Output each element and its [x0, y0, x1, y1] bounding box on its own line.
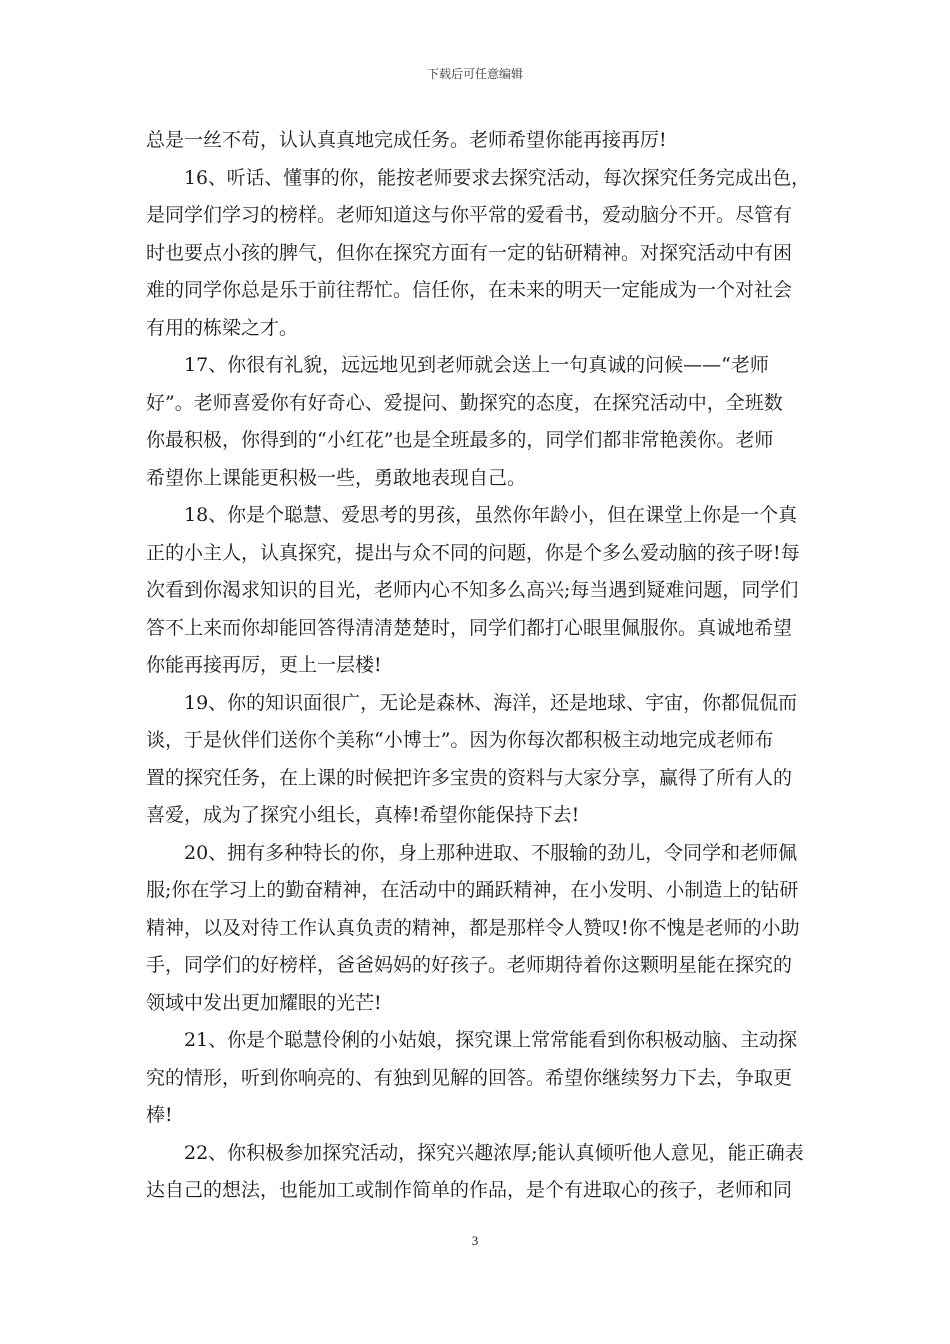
text-line: 难的同学你总是乐于前往帮忙。信任你，在未来的明天一定能成为一个对社会: [146, 279, 793, 301]
text-line: 服;你在学习上的勤奋精神，在活动中的踊跃精神，在小发明、小制造上的钻研: [146, 879, 799, 901]
text-line: 你能再接再厉，更上一层楼!: [146, 654, 382, 676]
text-line: 总是一丝不苟，认认真真地完成任务。老师希望你能再接再厉!: [146, 129, 667, 151]
paragraph-first-line: 18、你是个聪慧、爱思考的男孩，虽然你年龄小，但在课堂上你是一个真: [184, 504, 798, 526]
text-line: 达自己的想法，也能加工或制作简单的作品，是个有进取心的孩子，老师和同: [146, 1179, 793, 1201]
text-line: 谈，于是伙伴们送你个美称“小博士”。因为你每次都积极主动地完成老师布: [146, 729, 774, 751]
paragraph-first-line: 21、你是个聪慧伶俐的小姑娘，探究课上常常能看到你积极动脑、主动探: [184, 1029, 798, 1051]
text-line: 究的情形，听到你响亮的、有独到见解的回答。希望你继续努力下去，争取更: [146, 1066, 793, 1089]
page-header: 下载后可任意编辑: [426, 67, 523, 81]
paragraph-first-line: 16、听话、懂事的你，能按老师要求去探究活动，每次探究任务完成出色，: [184, 166, 810, 189]
text-line: 有用的栋梁之才。: [146, 316, 299, 339]
paragraph-first-line: 19、你的知识面很广，无论是森林、海洋，还是地球、宇宙，你都侃侃而: [184, 691, 798, 714]
text-line: 你最积极，你得到的“小红花”也是全班最多的，同学们都非常艳羡你。老师: [146, 429, 774, 451]
text-line: 置的探究任务，在上课的时候把许多宝贵的资料与大家分享，赢得了所有人的: [146, 766, 793, 789]
text-line: 领域中发出更加耀眼的光芒!: [146, 991, 382, 1014]
text-line: 时也要点小孩的脾气，但你在探究方面有一定的钻研精神。对探究活动中有困: [146, 241, 793, 264]
text-line: 精神，以及对待工作认真负责的精神，都是那样令人赞叹!你不愧是老师的小助: [146, 916, 800, 939]
text-line: 正的小主人，认真探究，提出与众不同的问题，你是个多么爱动脑的孩子呀!每: [146, 541, 800, 564]
text-line: 答不上来而你却能回答得清清楚楚时，同学们都打心眼里佩服你。真诚地希望: [146, 616, 793, 639]
paragraph-first-line: 22、你积极参加探究活动，探究兴趣浓厚;能认真倾听他人意见，能正确表: [184, 1141, 804, 1164]
text-line: 好”。老师喜爱你有好奇心、爱提问、勤探究的态度，在探究活动中，全班数: [146, 391, 783, 414]
paragraph-first-line: 17、你很有礼貌，远远地见到老师就会送上一句真诚的问候——“老师: [184, 354, 769, 376]
text-line: 手，同学们的好榜样，爸爸妈妈的好孩子。老师期待着你这颗明星能在探究的: [146, 954, 793, 976]
text-line: 喜爱，成为了探究小组长，真棒!希望你能保持下去!: [146, 804, 580, 826]
paragraph-first-line: 20、拥有多种特长的你，身上那种进取、不服输的劲儿，令同学和老师佩: [184, 841, 798, 864]
text-line: 棒!: [146, 1104, 173, 1126]
text-line: 是同学们学习的榜样。老师知道这与你平常的爱看书，爱动脑分不开。尽管有: [146, 204, 793, 226]
text-line: 希望你上课能更积极一些，勇敢地表现自己。: [146, 466, 527, 489]
page-number: 3: [471, 1233, 479, 1248]
document-body: [146, 122, 810, 1210]
text-line: 次看到你渴求知识的目光，老师内心不知多么高兴;每当遇到疑难问题，同学们: [146, 579, 799, 601]
